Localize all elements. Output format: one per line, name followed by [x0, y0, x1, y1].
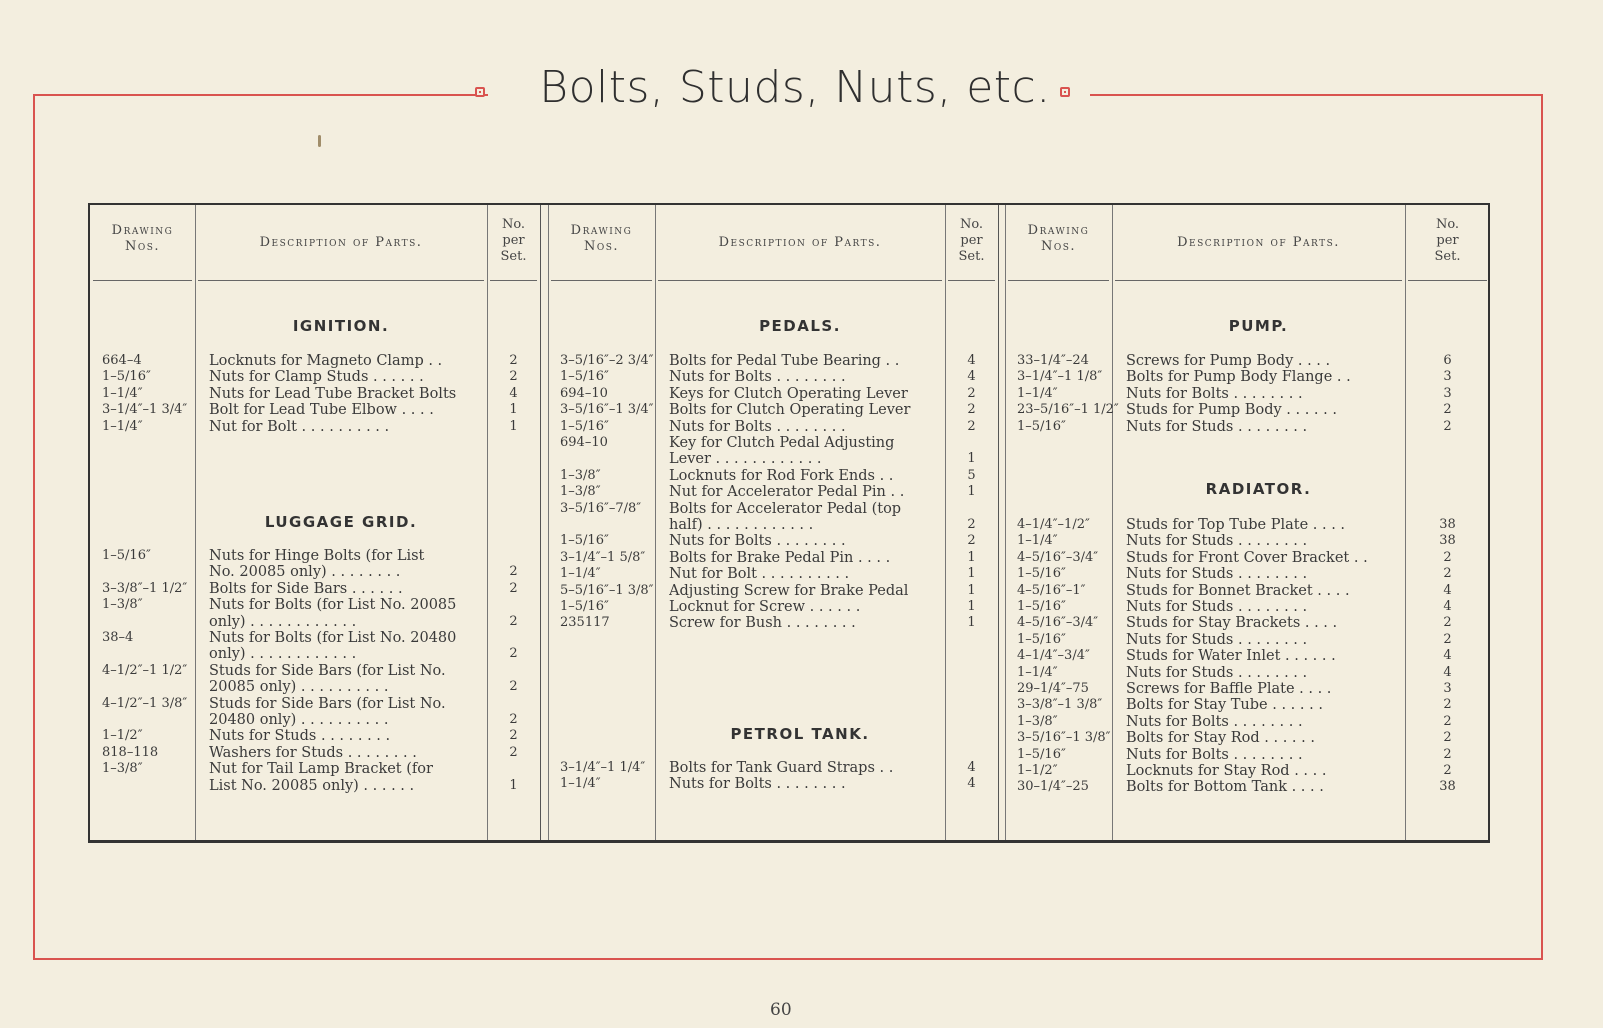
- per-set-count: 3: [1443, 385, 1452, 401]
- per-set-count: 4: [967, 369, 976, 385]
- per-set-count: 2: [509, 744, 518, 760]
- part-description: Studs for Pump Body . . . . . .: [1126, 402, 1337, 419]
- header-drawing-nos: [548, 223, 655, 255]
- per-set-count: 2: [1443, 730, 1452, 746]
- per-set-count: 2: [967, 517, 976, 532]
- part-description: Nuts for Studs . . . . . . . .: [1126, 664, 1308, 681]
- header-rule: [93, 280, 192, 281]
- column-rule: [655, 205, 656, 840]
- section-title: PETROL TANK.: [730, 725, 870, 743]
- column-rule: [1112, 205, 1113, 840]
- drawing-number: 1–3/8″: [102, 761, 143, 777]
- drawing-number: 1–5/16″: [1017, 566, 1066, 582]
- part-description: Studs for Water Inlet . . . . . .: [1126, 648, 1336, 665]
- page-number: 60: [770, 1000, 792, 1020]
- part-description: Nuts for Studs . . . . . . . .: [1126, 418, 1308, 435]
- drawing-number: 1–5/16″: [1017, 599, 1066, 614]
- drawing-number: 4–5/16″–3/4″: [1017, 549, 1099, 565]
- per-set-count: 2: [509, 728, 518, 744]
- header-per-set-line: per: [502, 233, 525, 248]
- header-description: Description of Parts.: [1177, 235, 1340, 250]
- part-description: Nut for Bolt . . . . . . . . . .: [209, 418, 390, 435]
- per-set-count: 1: [967, 451, 976, 467]
- header-rule: [948, 280, 995, 281]
- parts-table: [88, 203, 1490, 843]
- per-set-count: 2: [509, 679, 518, 695]
- part-description: Adjusting Screw for Brake Pedal: [669, 582, 909, 599]
- drawing-number: 33–1/4″–24: [1017, 353, 1089, 368]
- per-set-count: 2: [1443, 402, 1452, 418]
- part-description: half) . . . . . . . . . . . .: [669, 517, 814, 533]
- header-drawing-line: Nos.: [124, 239, 161, 254]
- part-description: Studs for Bonnet Bracket . . . .: [1126, 582, 1350, 599]
- header-drawing-line: Drawing: [570, 223, 633, 238]
- part-description: Nut for Accelerator Pedal Pin . .: [669, 484, 905, 501]
- part-description: Studs for Side Bars (for List No.: [209, 662, 446, 679]
- drawing-number: 1–5/16″: [102, 369, 151, 385]
- part-description: Nuts for Lead Tube Bracket Bolts: [209, 385, 457, 402]
- section-title: PUMP.: [1228, 317, 1289, 335]
- header-drawing-line: Drawing: [111, 223, 174, 238]
- part-description: Nuts for Bolts . . . . . . . .: [1126, 713, 1303, 730]
- drawing-number: 23–5/16″–1 1/2″: [1017, 402, 1119, 418]
- part-description: Screws for Pump Body . . . .: [1126, 353, 1331, 369]
- per-set-count: 1: [967, 599, 976, 614]
- header-drawing-nos: [90, 223, 195, 255]
- per-set-count: 1: [509, 418, 518, 434]
- part-description: Nuts for Studs . . . . . . . .: [1126, 533, 1308, 550]
- per-set-count: 2: [509, 712, 518, 727]
- drawing-number: 1–5/16″: [1017, 631, 1066, 647]
- part-description: Nut for Tail Lamp Bracket (for: [209, 761, 433, 778]
- per-set-count: 2: [1443, 697, 1452, 713]
- drawing-number: 1–1/4″: [102, 418, 143, 434]
- part-description: 20480 only) . . . . . . . . . .: [209, 712, 389, 728]
- per-set-count: 2: [1443, 549, 1452, 565]
- column-rule: [1005, 205, 1006, 840]
- part-description: Nuts for Clamp Studs . . . . . .: [209, 369, 424, 386]
- per-set-count: 3: [1443, 681, 1452, 696]
- section-title: PEDALS.: [759, 317, 841, 335]
- drawing-number: 4–1/2″–1 3/8″: [102, 695, 188, 711]
- part-description: Washers for Studs . . . . . . . .: [209, 744, 417, 761]
- part-description: Nuts for Studs . . . . . . . .: [1126, 566, 1308, 583]
- part-description: Bolts for Brake Pedal Pin . . . .: [669, 549, 891, 566]
- part-description: only) . . . . . . . . . . . .: [209, 646, 357, 663]
- per-set-count: 2: [509, 353, 518, 368]
- header-drawing-line: Nos.: [583, 239, 620, 254]
- per-set-count: 3: [1443, 369, 1452, 385]
- part-description: 20085 only) . . . . . . . . . .: [209, 679, 389, 696]
- per-set-count: 2: [967, 418, 976, 434]
- drawing-number: 1–1/4″: [1017, 385, 1058, 401]
- header-per-set-line: Set.: [1434, 249, 1461, 264]
- header-per-set: [1405, 217, 1490, 265]
- part-description: Screw for Bush . . . . . . . .: [669, 615, 856, 632]
- part-description: Key for Clutch Pedal Adjusting: [669, 435, 895, 451]
- header-rule: [1408, 280, 1487, 281]
- part-description: Locknuts for Magneto Clamp . .: [209, 353, 443, 369]
- part-description: List No. 20085 only) . . . . . .: [209, 777, 415, 794]
- part-description: Nuts for Bolts . . . . . . . .: [669, 533, 846, 550]
- part-description: Nuts for Bolts . . . . . . . .: [1126, 385, 1303, 402]
- header-per-set: [487, 217, 540, 265]
- drawing-number: 1–5/16″: [560, 418, 609, 434]
- part-description: Keys for Clutch Operating Lever: [669, 385, 908, 402]
- per-set-count: 1: [967, 484, 976, 500]
- part-description: Studs for Front Cover Bracket . .: [1126, 549, 1368, 566]
- part-description: Nuts for Bolts . . . . . . . .: [669, 418, 846, 435]
- drawing-number: 3–5/16″–1 3/8″: [1017, 730, 1111, 746]
- part-description: Studs for Stay Brackets . . . .: [1126, 615, 1338, 632]
- drawing-number: 1–3/8″: [560, 467, 601, 483]
- drawing-number: 29–1/4″–75: [1017, 681, 1089, 696]
- header-per-set-line: No.: [501, 217, 526, 232]
- part-description: Locknuts for Stay Rod . . . .: [1126, 763, 1327, 779]
- per-set-count: 2: [509, 369, 518, 385]
- drawing-number: 4–5/16″–3/4″: [1017, 615, 1099, 631]
- header-drawing-nos: [1005, 223, 1112, 255]
- part-description: Bolts for Pump Body Flange . .: [1126, 369, 1351, 386]
- header-rule: [1115, 280, 1402, 281]
- header-per-set-line: Set.: [958, 249, 985, 264]
- drawing-number: 3–5/16″–1 3/4″: [560, 402, 654, 418]
- header-per-set: [945, 217, 998, 265]
- header-rule: [198, 280, 484, 281]
- per-set-count: 1: [967, 566, 976, 582]
- per-set-count: 4: [1443, 599, 1452, 614]
- part-description: Nuts for Studs . . . . . . . .: [209, 728, 391, 745]
- drawing-number: 1–1/2″: [102, 728, 143, 744]
- part-description: Bolts for Stay Rod . . . . . .: [1126, 730, 1315, 747]
- header-drawing-line: Drawing: [1027, 223, 1090, 238]
- part-description: No. 20085 only) . . . . . . . .: [209, 564, 401, 581]
- per-set-count: 4: [967, 760, 976, 775]
- drawing-number: 1–1/4″: [560, 776, 601, 792]
- per-set-count: 4: [509, 385, 518, 401]
- per-set-count: 1: [967, 582, 976, 598]
- per-set-count: 4: [967, 776, 976, 792]
- drawing-number: 1–1/4″: [102, 385, 143, 401]
- part-description: Nuts for Studs . . . . . . . .: [1126, 631, 1308, 648]
- part-description: Nuts for Studs . . . . . . . .: [1126, 599, 1308, 615]
- part-description: Lever . . . . . . . . . . . .: [669, 451, 822, 468]
- drawing-number: 1–1/4″: [1017, 664, 1058, 680]
- per-set-count: 1: [509, 402, 518, 418]
- part-description: Bolts for Accelerator Pedal (top: [669, 500, 902, 517]
- section-title: IGNITION.: [292, 317, 390, 335]
- column-rule: [548, 205, 549, 840]
- drawing-number: 664–4: [102, 353, 142, 368]
- header-rule: [551, 280, 652, 281]
- drawing-number: 3–5/16″–7/8″: [560, 500, 642, 516]
- per-set-count: 2: [1443, 713, 1452, 729]
- drawing-number: 3–1/4″–1 1/8″: [1017, 369, 1103, 385]
- per-set-count: 1: [967, 615, 976, 631]
- header-per-set-line: Set.: [500, 249, 527, 264]
- drawing-number: 4–1/4″–1/2″: [1017, 517, 1090, 532]
- drawing-number: 694–10: [560, 385, 608, 401]
- per-set-count: 5: [967, 467, 976, 483]
- header-per-set-line: per: [1436, 233, 1459, 248]
- drawing-number: 1–1/2″: [1017, 763, 1058, 778]
- part-description: Bolts for Tank Guard Straps . .: [669, 760, 894, 776]
- part-description: Nuts for Bolts . . . . . . . .: [1126, 746, 1303, 763]
- per-set-count: 4: [1443, 582, 1452, 598]
- part-description: Nut for Bolt . . . . . . . . . .: [669, 566, 850, 583]
- per-set-count: 38: [1439, 517, 1456, 532]
- part-description: Screws for Baffle Plate . . . .: [1126, 681, 1332, 697]
- per-set-count: 6: [1443, 353, 1452, 368]
- per-set-count: 2: [1443, 631, 1452, 647]
- header-drawing-line: Nos.: [1040, 239, 1077, 254]
- column-rule: [998, 205, 999, 840]
- drawing-number: 4–1/4″–3/4″: [1017, 648, 1090, 664]
- per-set-count: 2: [1443, 566, 1452, 582]
- part-description: Studs for Side Bars (for List No.: [209, 695, 446, 712]
- per-set-count: 2: [967, 385, 976, 401]
- drawing-number: 818–118: [102, 744, 159, 760]
- per-set-count: 1: [967, 549, 976, 565]
- part-description: Studs for Top Tube Plate . . . .: [1126, 517, 1346, 533]
- per-set-count: 4: [1443, 648, 1452, 664]
- part-description: Bolts for Stay Tube . . . . . .: [1126, 697, 1323, 714]
- drawing-number: 1–5/16″: [560, 369, 609, 385]
- drawing-number: 3–1/4″–1 5/8″: [560, 549, 646, 565]
- part-description: Bolts for Bottom Tank . . . .: [1126, 779, 1324, 796]
- page-title: Bolts, Studs, Nuts, etc.: [539, 62, 1051, 113]
- drawing-number: 1–5/16″: [102, 548, 151, 563]
- header-rule: [490, 280, 537, 281]
- drawing-number: 1–5/16″: [1017, 418, 1066, 434]
- drawing-number: 38–4: [102, 630, 134, 645]
- per-set-count: 2: [509, 580, 518, 596]
- part-description: Bolt for Lead Tube Elbow . . . .: [209, 402, 434, 419]
- per-set-count: 38: [1439, 779, 1456, 795]
- drawing-number: 3–3/8″–1 1/2″: [102, 580, 188, 596]
- per-set-count: 38: [1439, 533, 1456, 549]
- header-description: Description of Parts.: [718, 235, 882, 250]
- part-description: Locknuts for Rod Fork Ends . .: [669, 467, 894, 484]
- drawing-number: 235117: [560, 615, 610, 631]
- per-set-count: 2: [509, 564, 518, 580]
- drawing-number: 1–3/8″: [1017, 713, 1058, 729]
- part-description: Nuts for Hinge Bolts (for List: [209, 548, 425, 564]
- drawing-number: 1–3/8″: [560, 484, 601, 500]
- part-description: Bolts for Side Bars . . . . . .: [209, 580, 403, 597]
- per-set-count: 1: [509, 777, 518, 793]
- drawing-number: 1–5/16″: [1017, 746, 1066, 762]
- per-set-count: 2: [509, 646, 518, 662]
- drawing-number: 3–1/4″–1 3/4″: [102, 402, 188, 418]
- part-description: only) . . . . . . . . . . . .: [209, 613, 357, 630]
- drawing-number: 1–3/8″: [102, 597, 143, 613]
- drawing-number: 30–1/4″–25: [1017, 779, 1089, 795]
- header-rule: [658, 280, 942, 281]
- header-per-set-line: per: [960, 233, 983, 248]
- part-description: Nuts for Bolts . . . . . . . .: [669, 369, 846, 386]
- header-description: Description of Parts.: [259, 235, 423, 250]
- drawing-number: 3–3/8″–1 3/8″: [1017, 697, 1103, 713]
- drawing-number: 5–5/16″–1 3/8″: [560, 582, 654, 598]
- section-title: RADIATOR.: [1205, 480, 1312, 498]
- part-description: Nuts for Bolts (for List No. 20085: [209, 597, 457, 614]
- per-set-count: 2: [1443, 746, 1452, 762]
- drawing-number: 3–1/4″–1 1/4″: [560, 760, 646, 775]
- per-set-count: 2: [509, 613, 518, 629]
- drawing-number: 1–1/4″: [1017, 533, 1058, 549]
- drawing-number: 3–5/16″–2 3/4″: [560, 353, 654, 368]
- drawing-number: 1–1/4″: [560, 566, 601, 582]
- per-set-count: 4: [967, 353, 976, 368]
- ink-speck: [318, 135, 321, 147]
- per-set-count: 2: [1443, 418, 1452, 434]
- part-description: Bolts for Clutch Operating Lever: [669, 402, 911, 419]
- per-set-count: 2: [1443, 615, 1452, 631]
- part-description: Bolts for Pedal Tube Bearing . .: [669, 353, 900, 369]
- part-description: Nuts for Bolts . . . . . . . .: [669, 776, 846, 793]
- section-title: LUGGAGE GRID.: [264, 513, 418, 531]
- drawing-number: 1–5/16″: [560, 533, 609, 549]
- drawing-number: 4–5/16″–1″: [1017, 582, 1086, 598]
- drawing-number: 1–5/16″: [560, 599, 609, 614]
- per-set-count: 4: [1443, 664, 1452, 680]
- part-description: Nuts for Bolts (for List No. 20480: [209, 630, 457, 646]
- part-description: Locknut for Screw . . . . . .: [669, 599, 861, 615]
- per-set-count: 2: [967, 402, 976, 418]
- per-set-count: 2: [1443, 763, 1452, 778]
- header-rule: [1008, 280, 1109, 281]
- header-per-set-line: No.: [1435, 217, 1460, 232]
- column-rule: [540, 205, 541, 840]
- header-per-set-line: No.: [959, 217, 984, 232]
- drawing-number: 694–10: [560, 435, 608, 450]
- drawing-number: 4–1/2″–1 1/2″: [102, 662, 188, 678]
- per-set-count: 2: [967, 533, 976, 549]
